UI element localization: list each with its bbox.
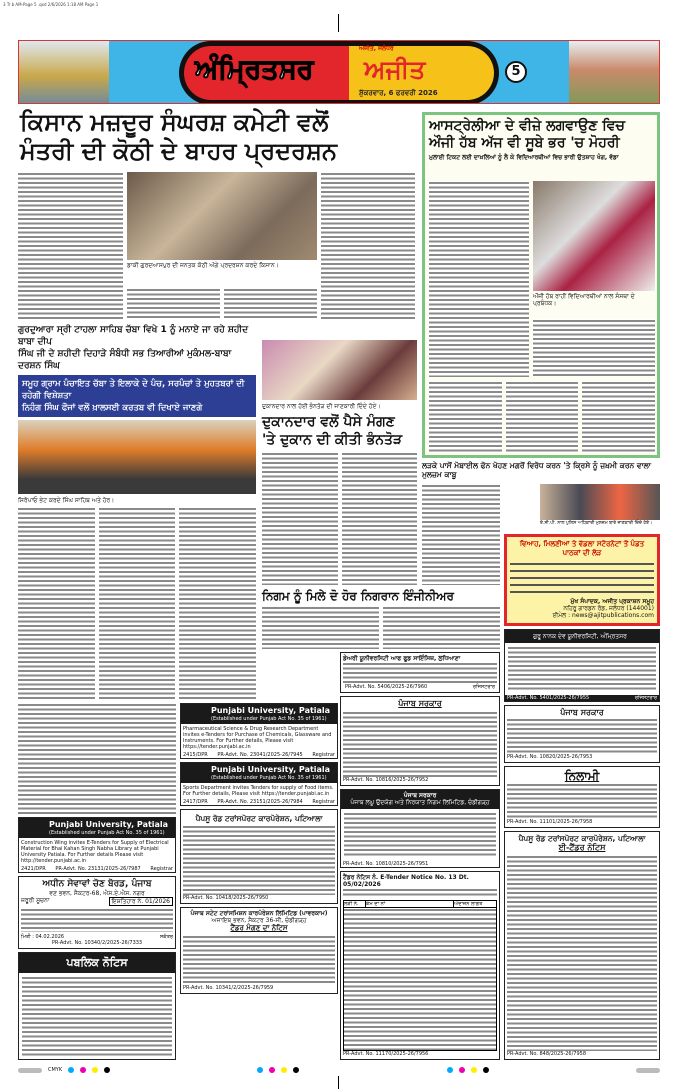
color-registration-bar <box>18 1066 660 1074</box>
column-4-lower <box>504 534 660 1060</box>
australia-photo-caption: ਔਜੀ ਹੱਬ ਰਾਹੀਂ ਵਿਦਿਆਰਥੀਆਂ ਨਾਲ ਸੰਸਥਾ ਦੇ ਪ੍ਰਬੰਧਕ। <box>533 293 635 308</box>
ad-label: ਟੈਂਡਰ ਮੰਗਣ ਦਾ ਨੋਟਿਸ <box>230 924 288 933</box>
ad-subtitle: ਅਜਾਇਬ ਭਵਨ, ਸੈਕਟਰ 36-ਸੀ, ਚੰਡੀਗੜ੍ਹ <box>211 917 307 925</box>
brand-title: ਅਜੀਤ <box>364 55 426 84</box>
australia-story <box>422 112 660 458</box>
column-1-lower <box>18 703 176 1060</box>
nigam-columns <box>262 606 500 649</box>
punjabi-university-ad <box>18 817 176 873</box>
subordinate-services-ad <box>18 876 176 949</box>
nigam-headline: ਨਿਗਮ ਨੂੰ ਮਿਲੇ ਦੋ ਹੋਰ ਨਿਗਰਾਨ ਇੰਜੀਨੀਅਰ <box>262 589 454 603</box>
gurdwara-headline-line: ਗੁਰਦੁਆਰਾ ਸ੍ਰੀ ਟਾਹਲਾ ਸਾਹਿਬ ਚੱਬਾ ਵਿਖੇ 1 ਨੂੰ ਮਨਾਏ ਜਾ ਰਹੇ ਸ਼ਹੀਦ ਬਾਬਾ ਦੀਪ <box>18 325 249 347</box>
pstcl-ad <box>180 907 338 994</box>
notice-sign: ਮੁੱਖ ਸੰਪਾਦਕ, ਅਜੀਤ ਪ੍ਰਕਾਸ਼ਨ ਸਮੂਹ <box>570 598 654 605</box>
ad-sign: Registrar <box>312 799 335 805</box>
boy-photo-caption: ਏ.ਸੀ.ਪੀ. ਨਾਲ ਪੁਲਿਸ ਅਧਿਕਾਰੀ ਮੁਲਜ਼ਮ ਬਾਰੇ ਜਾਣਕਾਰੀ ਦਿੰਦੇ ਹੋਏ। <box>540 521 653 526</box>
ad-text <box>507 718 657 754</box>
ad-table <box>508 646 656 692</box>
boy-headline: ਲੜਕੇ ਪਾਸੋਂ ਮੋਬਾਈਲ ਫੋਨ ਖੋਹਣ ਮਗਰੋਂ ਵਿਰੋਧ ਕਰਨ 'ਤੇ ਕ੍ਰਿਸੇ ਨੂੰ ਜ਼ਖ਼ਮੀ ਕਰਨ ਵਾਲਾ ਮੁਲਜ਼ਮ ਕਾਬੂ <box>422 461 651 479</box>
masthead <box>18 40 660 104</box>
ad-title: ਪੈਪਸੂ ਰੋਡ ਟਰਾਂਸਪੋਰਟ ਕਾਰਪੋਰੇਸ਼ਨ, ਪਟਿਆਲਾ <box>195 814 323 823</box>
shop-headline <box>262 413 417 449</box>
ad-adv-number: PR-Advt. No. 10820/2025-26/7953 <box>507 753 593 760</box>
registration-mark <box>338 1076 339 1089</box>
column-header: ਲੜੀ ਨੰ. <box>344 901 366 907</box>
lead-photo-caption: ਡਾਕੀ ਗੁਰਦਆਸਪੁਰ ਦੀ ਜਨਤਕ ਕੋਠੀ ਅੱਗੇ ਪ੍ਰਦਰਸ਼ਨ ਕਰਦੇ ਕਿਸਾਨ। <box>127 262 279 269</box>
ad-subtitle: (Established under Punjab Act No. 35 of 1961) <box>211 716 327 722</box>
print-slug: 3 Tr b AM-Page 5 .qxd 2/6/2026 1:18 AM Page 1 <box>3 2 99 7</box>
gurdwara-story <box>18 324 256 700</box>
ad-adv-number: PR-Advt. No. 23151/2025-26/7984 <box>217 799 303 805</box>
ad-title: Punjabi University, Patiala <box>211 765 331 774</box>
nigam-story <box>262 589 500 649</box>
highlight-item: ਨਿਹੰਗ ਸਿੰਘ ਫੌਜਾਂ ਵਲੋਂ ਖ਼ਾਲਸਈ ਕਰਤਬ ਵੀ ਦਿਖਾਏ ਜਾਣਗੇ <box>22 403 203 413</box>
ad-ref: 2421/DPR <box>21 865 46 872</box>
boy-columns <box>422 484 500 585</box>
australia-columns <box>533 319 655 377</box>
ad-title: ਪੰਜਾਬ ਸਰਕਾਰ <box>560 707 604 717</box>
ad-body: Pharmaceutical Science & Drug Research Department invites e-Tenders for Purchase of Chemicals, Glassware and Instruments. For Further details, Please visit https://tender.punjabi.ac.in <box>183 726 332 750</box>
ad-title: ਨਿਲਾਮੀ <box>564 768 600 783</box>
registration-mark <box>338 14 339 32</box>
ad-sign: Registrar <box>312 752 335 758</box>
golden-temple-image <box>19 41 109 104</box>
ad-adv-number: PR-Advt. No. 10340/2/2025-26/7333 <box>51 940 143 946</box>
ad-adv-number: PR-Advt. No. 10341/2/2025-26/7959 <box>183 985 274 992</box>
shop-headline-line: ਦੁਕਾਨਦਾਰ ਵਲੋਂ ਪੈਸੇ ਮੰਗਣ <box>262 414 395 431</box>
gurdwara-photo-caption: ਸਿਰੋਪਾਓ ਭੇਟ ਕਰਦੇ ਸਿੰਘ ਸਾਹਿਬ ਅਤੇ ਹੋਰ। <box>18 497 115 504</box>
ad-body: Sports Department invites Tenders for supply of Food items. For Further details, Please visit https://tender.punjabi.ac.in <box>183 785 334 797</box>
lead-photo <box>127 172 317 260</box>
ad-sign: Registrar <box>150 865 173 872</box>
australia-columns <box>429 381 655 453</box>
ad-table <box>507 855 657 1051</box>
prtc-ad <box>180 809 338 904</box>
ad-title: ਅਧੀਨ ਸੇਵਾਵਾਂ ਚੋਣ ਬੋਰਡ, ਪੰਜਾਬ <box>42 878 152 889</box>
ad-adv-number: PR-Advt. No. 23041/2025-26/7945 <box>217 752 303 758</box>
ad-title: Punjabi University, Patiala <box>211 706 331 715</box>
shop-columns <box>262 452 417 585</box>
lead-headline <box>20 108 415 166</box>
ad-subtitle: ਵਣ ਭਵਨ, ਸੈਕਟਰ-68, ਐਸ.ਏ.ਐਸ. ਨਗਰ <box>49 889 145 897</box>
public-notice-ad <box>18 952 176 1060</box>
ad-body: Construction Wing invites E-Tenders for Supply of Electrical Material for Bhai Kahan Singh Nabha Library at Punjabi University Patiala. For Further details Please visit http://tender.punjabi.ac.in <box>21 839 169 864</box>
australia-headline-line: ਔਜੀ ਹੱਬ ਅੱਜ ਵੀ ਸੂਬੇ ਭਰ 'ਚ ਮੋਹਰੀ <box>429 135 620 151</box>
lead-article-columns <box>127 288 317 320</box>
notice-title: ਵਿਆਹ, ਮਿਲਣੀਆਂ ਤੇ ਵੱਡਲਾ ਸਟੋਰਨੋਟਾਂ ਤੋਂ ਪੰਡਤ ਪਾਠਕਾਂ ਦੀ ਲੋੜ <box>519 540 645 557</box>
lead-headline-line: ਕਿਸਾਨ ਮਜ਼ਦੂਰ ਸੰਘਰਸ਼ ਕਮੇਟੀ ਵਲੋਂ <box>20 108 329 136</box>
tender-table-body <box>343 908 497 1051</box>
gurdwara-columns <box>18 703 176 814</box>
highlight-item: ਸਮੂਹ ਗ੍ਰਾਮ ਪੰਚਾਇਤ ਚੱਬਾ ਤੇ ਇਲਾਕੇ ਦੇ ਪੰਚ, ਸਰਪੰਚਾਂ ਤੇ ਮੁਹਤਬਰਾਂ ਦੀ ਰਹੇਗੀ ਵਿਸ਼ੇਸ਼ਤਾ <box>22 379 245 401</box>
lead-headline-line: ਮੰਤਰੀ ਦੀ ਕੋਠੀ ਦੇ ਬਾਹਰ ਪ੍ਰਦਰਸ਼ਨ <box>20 137 337 165</box>
notice-email: ਈਮੇਲ : news@ajitpublications.com <box>552 612 654 620</box>
ad-adv-number: PR-Advt. No. 11170/2025-26/7956 <box>343 1051 429 1057</box>
shop-photo <box>262 340 417 400</box>
ad-title: ਪੰਜਾਬ ਸਰਕਾਰ <box>403 792 437 800</box>
ad-adv-number: PR-Advt. No. 5401/2025-26/7955 <box>507 694 590 701</box>
ad-text <box>343 711 497 777</box>
ad-title: ਗੁਰੂ ਨਾਨਕ ਦੇਵ ਯੂਨੀਵਰਸਿਟੀ, ਅੰਮ੍ਰਿਤਸਰ <box>505 630 659 643</box>
notice-text <box>510 561 654 595</box>
ad-title: ਪਬਲਿਕ ਨੋਟਿਸ <box>19 953 175 973</box>
ad-subtitle: (Established under Punjab Act No. 35 of 1961) <box>49 829 165 836</box>
date: ਸ਼ੁੱਕਰਵਾਰ, 6 ਫਰਵਰੀ 2026 <box>359 89 438 97</box>
ad-title: ਪੰਜਾਬ ਸਟੇਟ ਟਰਾਂਸਮਿਸ਼ਨ ਕਾਰਪੋਰੇਸ਼ਨ ਲਿਮਿਟਿਡ (ਪਾਵਰਕਾਮ) <box>190 910 328 917</box>
city-title: ਅੰਮ੍ਰਿਤਸਰ <box>195 54 314 85</box>
ad-sign: ਰਜਿਸਟਰਾਰ <box>472 684 495 691</box>
gurdwara-columns <box>18 507 256 700</box>
ad-tag: ਇਸ਼ਤਿਹਾਰ ਨੰ. 01/2026 <box>109 897 174 906</box>
ad-title: ਟੈਂਡਰ ਨੋਟਿਸ ਨੰ. E-Tender Notice No. 13 Dt. 05/02/2026 <box>343 873 469 888</box>
gurdwara-highlights <box>18 375 256 417</box>
ad-adv-number: PR-Advt. No. 10418/2025-26/7950 <box>183 895 269 901</box>
australia-headline-line: ਆਸਟ੍ਰੇਲੀਆ ਦੇ ਵੀਜ਼ੇ ਲਗਵਾਉਣ ਵਿਚ <box>429 118 625 134</box>
punjab-govt-ad <box>340 696 500 786</box>
column-2-lower <box>180 703 338 1060</box>
tender-table-header <box>343 900 497 908</box>
tower-image <box>569 41 659 104</box>
column-3-lower <box>340 652 500 1060</box>
ad-adv-number: PR-Advt. No. 10810/2025-26/7951 <box>343 860 429 867</box>
australia-headline <box>425 115 657 152</box>
e-tender-ad <box>340 871 500 1060</box>
ad-subtitle: ਪੰਜਾਬ ਲਘੂ ਉਦਯੋਗ ਅਤੇ ਨਿਰਯਾਤ ਨਿਗਮ ਲਿਮਿਟਿਡ, ਚੰਡੀਗੜ੍ਹ <box>350 799 490 807</box>
ad-adv-number: PR-Advt. No. 11101/2025-26/7958 <box>507 818 593 825</box>
punjab-govt-ad <box>340 789 500 867</box>
column-header: ਕੰਮ ਦਾ ਨਾਂ <box>366 901 454 907</box>
dairy-ad <box>340 652 500 693</box>
lead-article-text <box>18 172 123 320</box>
lead-article-text <box>321 172 415 320</box>
shop-headline-line: 'ਤੇ ਦੁਕਾਨ ਦੀ ਕੀਤੀ ਭੰਨਤੋੜ <box>262 432 403 449</box>
ad-adv-number: PR-Advt. No. 848/2025-26/7958 <box>507 1051 587 1057</box>
ad-adv-number: PR-Advt. No. 5406/2025-26/7960 <box>345 684 428 691</box>
punjabi-university-ad <box>180 703 338 759</box>
edition-tag: ਅਜੀਤ, ਜਲੰਧਰ <box>359 45 394 52</box>
ad-title: ਪੈਪਸੂ ਰੋਡ ਟਰਾਂਸਪੋਰਟ ਕਾਰਪੋਰੇਸ਼ਨ, ਪਟਿਆਲਾ <box>518 833 646 843</box>
ad-text <box>344 812 496 858</box>
ad-text <box>507 783 657 819</box>
gndu-ad <box>504 629 660 702</box>
ad-subtitle: (Established under Punjab Act No. 35 of 1961) <box>211 775 327 781</box>
column-header: ਅੰਦਾਜ਼ਨ ਲਾਗਤ <box>454 900 483 907</box>
page-number: 5 <box>505 61 527 83</box>
ad-sign: ਸਕੱਤਰ <box>159 934 173 940</box>
ad-date: ਮਿਤੀ : 04.02.2026 <box>21 934 65 940</box>
prtc-etender-ad <box>504 831 660 1060</box>
notice-address: ਨਹਿਰੂ ਗਾਰਡਨ ਰੋਡ, ਜਲੰਧਰ (144001) <box>563 605 654 613</box>
gurdwara-headline <box>18 324 256 372</box>
ad-text <box>183 935 335 985</box>
punjabi-university-ad <box>180 762 338 806</box>
shop-photo-caption: ਦੁਕਾਨਦਾਰ ਨਾਲ ਹੋਈ ਭੰਨਤੋੜ ਦੀ ਜਾਣਕਾਰੀ ਦਿੰਦੇ ਹੋਏ। <box>262 403 381 410</box>
ad-ref: 2415/DPR <box>183 752 208 758</box>
ad-text <box>343 888 497 898</box>
ad-text <box>343 662 497 684</box>
nilami-ad <box>504 766 660 828</box>
gurdwara-headline-line: ਸਿੰਘ ਜੀ ਦੇ ਸ਼ਹੀਦੀ ਦਿਹਾੜੇ ਸੰਬੰਧੀ ਸਭ ਤਿਆਰੀਆਂ ਮੁਕੰਮਲ-ਬਾਬਾ ਦਰਸ਼ਨ ਸਿੰਘ <box>18 349 232 371</box>
ad-text <box>22 976 172 1056</box>
ad-adv-number: PR-Advt. No. 23131/2025-26/7987 <box>55 865 141 872</box>
ad-text <box>21 908 173 932</box>
australia-subhead: ਮੁਲਾਈ ਟਿਕਟ ਲਈ ਦਾਖ਼ਲਿਆਂ ਨੂੰ ਲੈ ਕੇ ਵਿਦਿਆਰਥੀਆਂ ਵਿਚ ਭਾਰੀ ਉਤਸ਼ਾਹ ਖੰਗ, ਵੱਡਾ <box>429 154 619 161</box>
ad-ref: 2417/DPR <box>183 799 208 805</box>
australia-photo <box>533 181 655 291</box>
ad-title: ਡੇਅਰੀ ਯੂਨੀਵਰਸਿਟੀ ਆਫ ਫੂਡ ਸਾਇੰਸਿਜ਼, ਲੁਧਿਆਣਾ <box>343 655 461 662</box>
pandit-notice <box>504 534 660 626</box>
ad-title: Punjabi University, Patiala <box>49 819 169 829</box>
cmyk-label: CMYK <box>48 1067 63 1073</box>
ad-sign: ਰਜਿਸਟਰਾਰ <box>634 694 657 701</box>
gurdwara-photo <box>18 420 256 494</box>
australia-text <box>429 181 529 377</box>
ad-subtitle: ਈ-ਟੈਂਡਰ ਨੋਟਿਸ <box>558 842 606 852</box>
ad-label: ਜ਼ਰੂਰੀ ਸੂਚਨਾ <box>21 896 50 904</box>
boy-photo <box>540 484 660 520</box>
ad-text <box>183 825 335 895</box>
ad-title: ਪੰਜਾਬ ਸਰਕਾਰ <box>398 699 442 709</box>
punjab-govt-ad <box>504 705 660 763</box>
ad-adv-number: PR-Advt. No. 10816/2025-26/7952 <box>343 777 429 784</box>
shop-story <box>262 340 417 585</box>
